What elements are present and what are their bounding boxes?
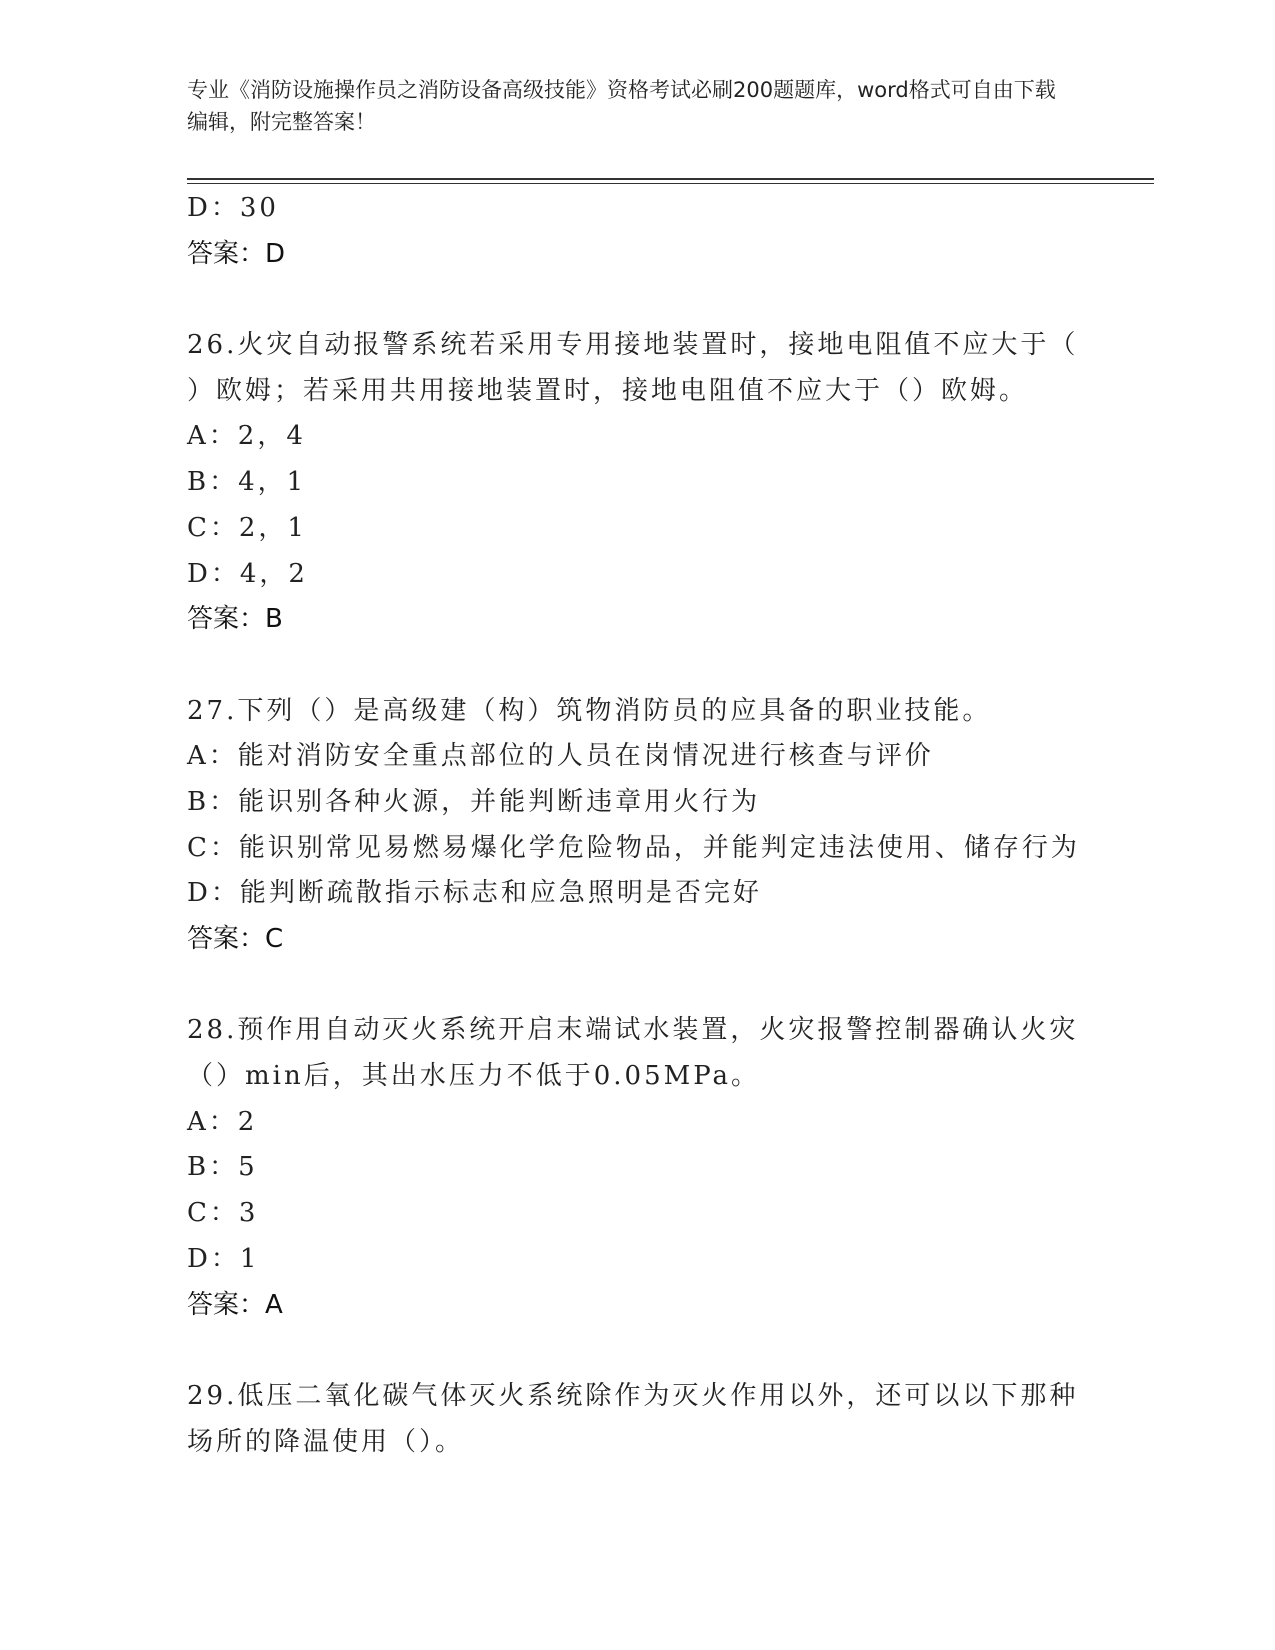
spacer [187,963,1087,1009]
question-28-option-d: D：1 [187,1243,260,1274]
header-divider-thick [187,178,1154,180]
question-29-stem-line-2: 场所的降温使用（）。 [187,1426,465,1457]
question-26-stem-line-1: 26.火灾自动报警系统若采用专用接地装置时，接地电阻值不应大于（ [187,330,1079,361]
spacer [187,277,1087,323]
question-27-answer: 答案：C [187,924,284,954]
header-divider-thin [187,183,1154,184]
question-27-option-c: C：能识别常见易燃易爆化学危险物品，并能判定违法使用、储存行为 [187,832,1080,863]
spacer [187,643,1087,689]
question-26-answer: 答案：B [187,604,283,635]
question-27-option-d: D：能判断疏散指示标志和应急照明是否完好 [187,878,762,909]
question-26-option-a: A：2，4 [187,421,306,452]
question-28-option-a: A：2 [187,1106,258,1137]
spacer [187,1328,1087,1374]
prev-option-d: D：30 [187,193,279,223]
question-28-stem-line-2: （）min后，其出水压力不低于0.05MPa。 [187,1061,761,1092]
question-27-option-b: B：能识别各种火源，并能判断违章用火行为 [187,786,761,817]
prev-answer: 答案：D [187,238,286,269]
question-26-stem-line-2: ）欧姆；若采用共用接地装置时，接地电阻值不应大于（）欧姆。 [187,375,1029,406]
question-27-option-a: A：能对消防安全重点部位的人员在岗情况进行核查与评价 [187,741,934,772]
question-28-stem-line-1: 28.预作用自动灭火系统开启末端试水装置，火灾报警控制器确认火灾 [187,1015,1079,1046]
question-content [187,186,1087,1465]
question-28-option-b: B：5 [187,1152,258,1183]
question-26-option-b: B：4，1 [187,467,307,498]
question-27-stem-line-1: 27.下列（）是高级建（构）筑物消防员的应具备的职业技能。 [187,695,992,726]
question-28-option-c: C：3 [187,1198,259,1229]
question-28-answer: 答案：A [187,1289,283,1320]
question-26-option-d: D：4，2 [187,558,308,589]
page-header: 专业《消防设施操作员之消防设备高级技能》资格考试必刷200题题库，word格式可自由下载编辑，附完整答案！ [187,78,1056,134]
question-29-stem-line-1: 29.低压二氧化碳气体灭火系统除作为灭火作用以外，还可以以下那种 [187,1380,1079,1411]
question-26-option-c: C：2，1 [187,512,307,543]
